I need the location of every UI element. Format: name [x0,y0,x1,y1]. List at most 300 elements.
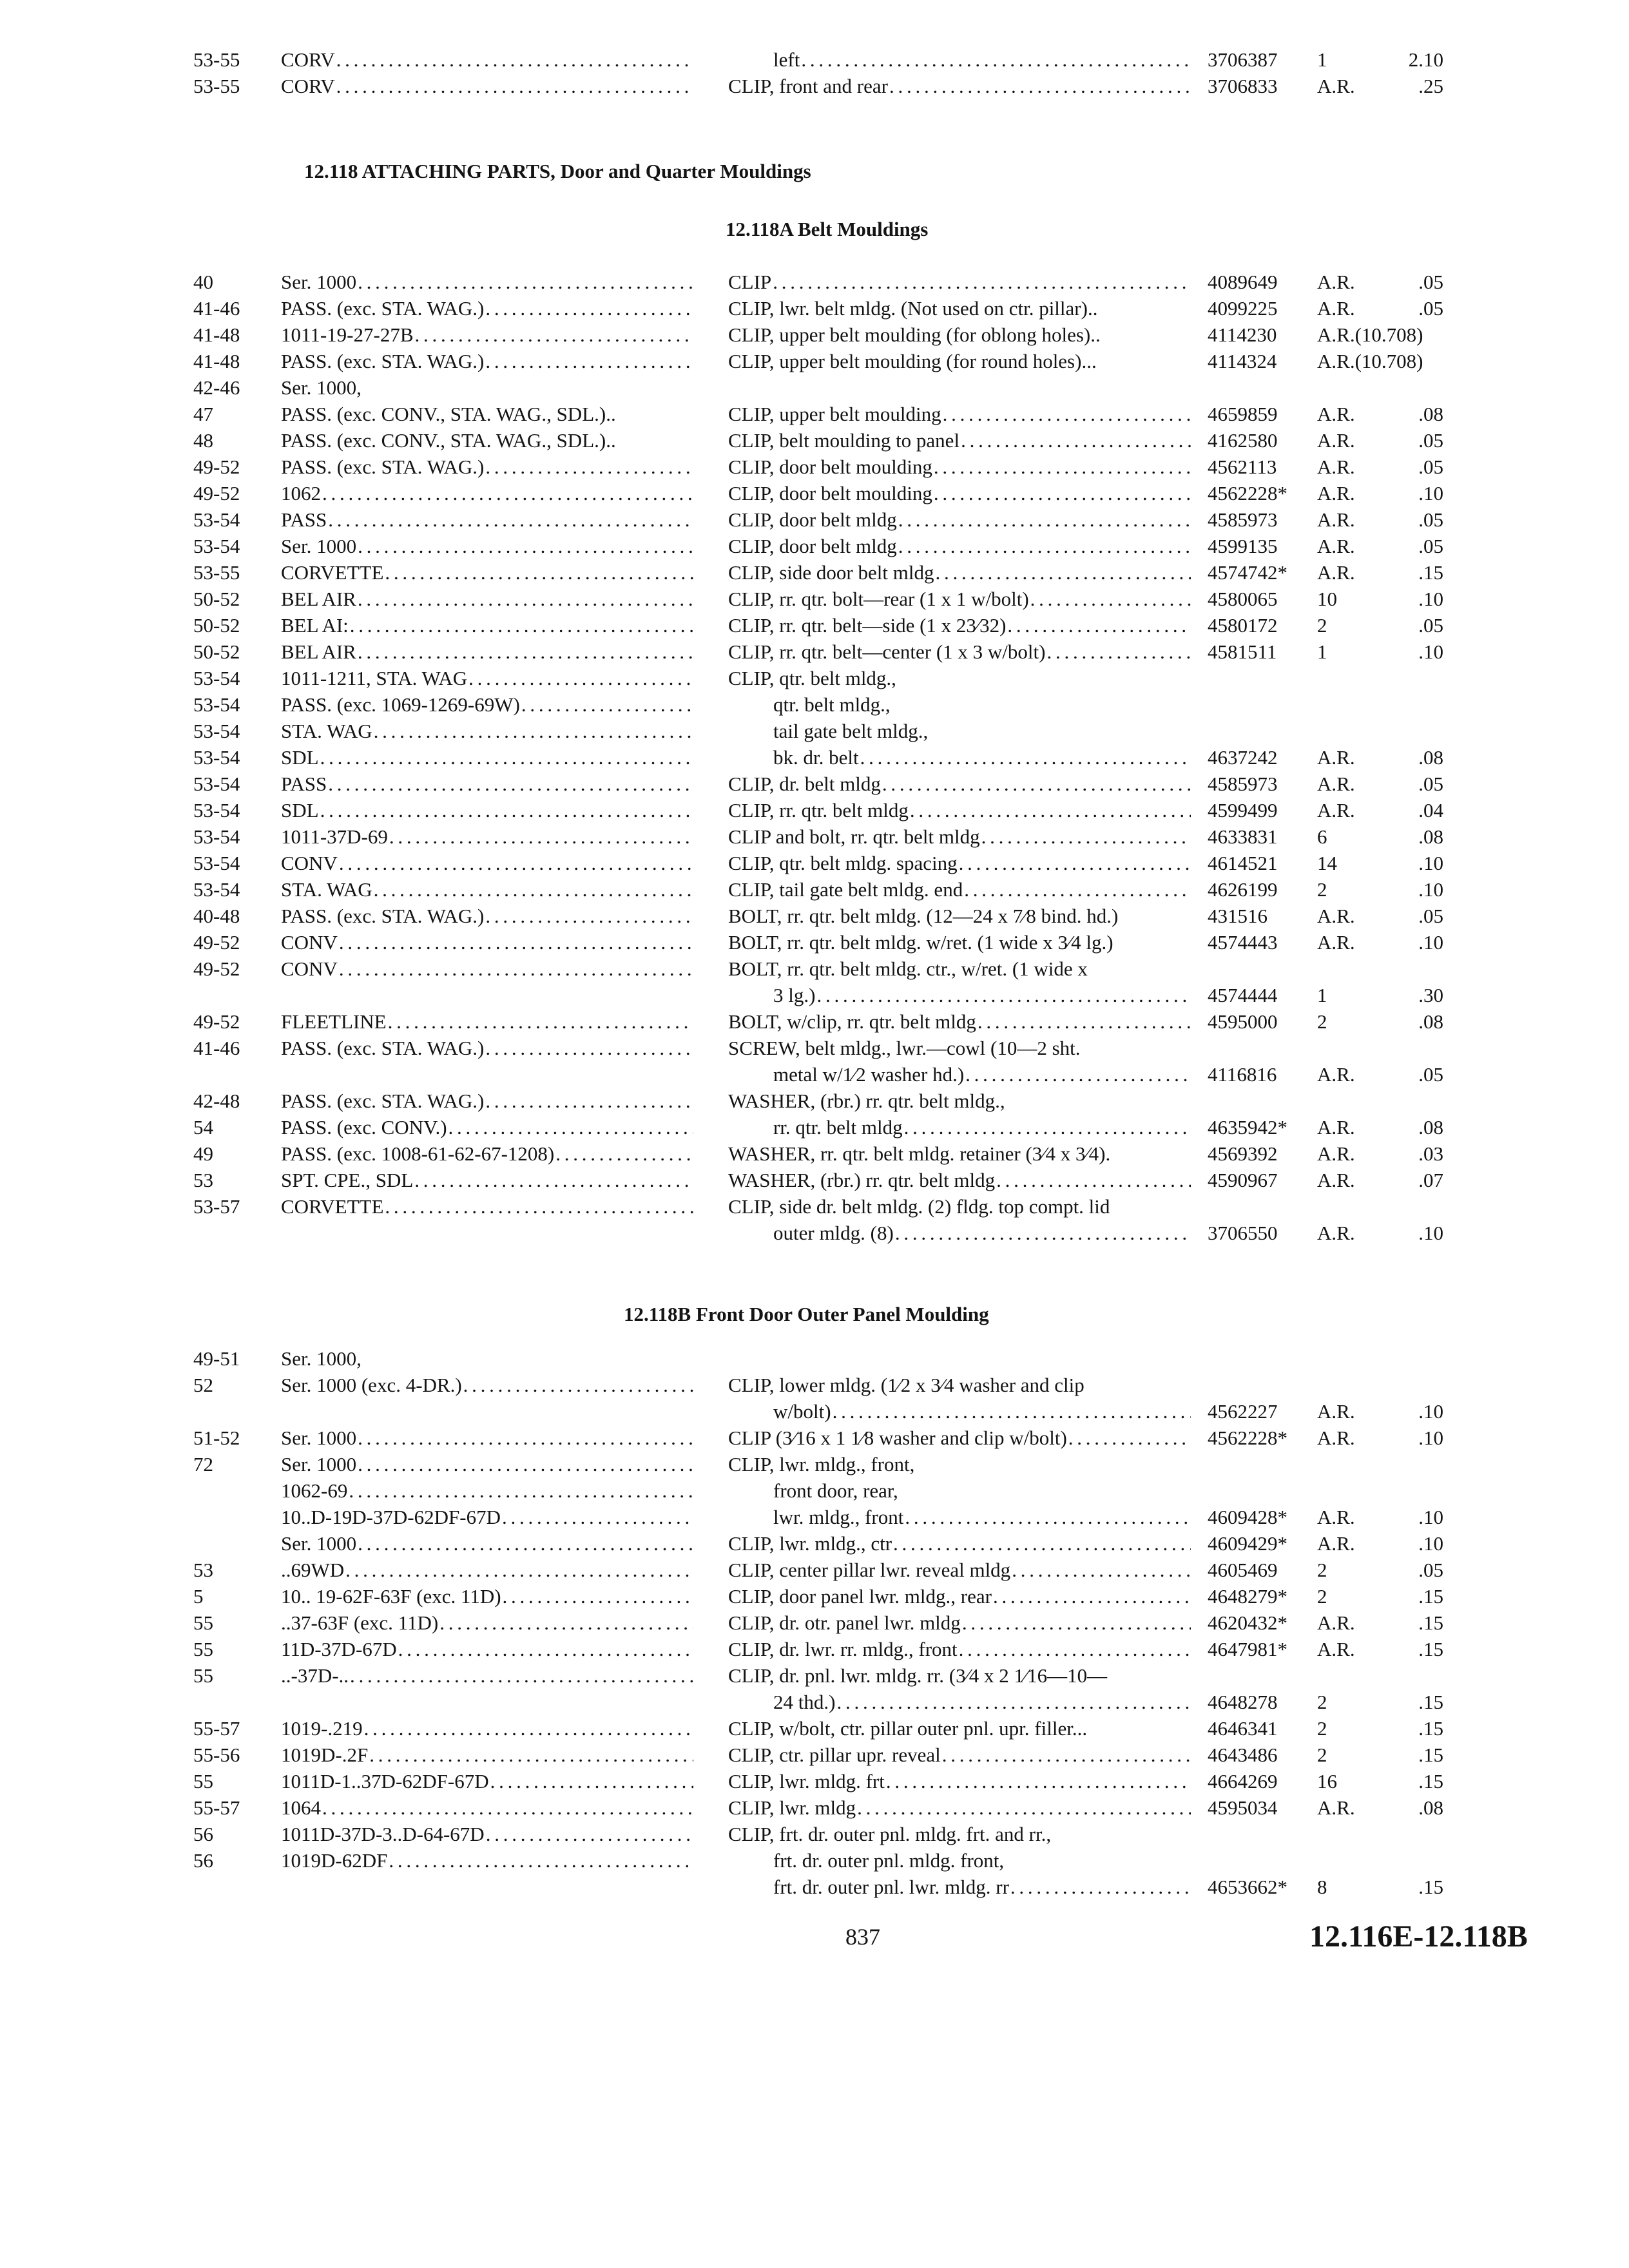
price-cell: .05 [1418,1559,1443,1581]
description-text: CLIP, lwr. mldg., ctr [728,1532,892,1555]
description-text: BOLT, rr. qtr. belt mldg. ctr., w/ret. (1 wide x [728,957,1088,980]
quantity-cell: A.R. [1317,931,1355,954]
parts-row [0,691,1629,718]
model-text: PASS. (exc. 1069-1269-69W) [281,693,520,716]
dot-leader [521,691,693,718]
part-number-cell: 4659859 [1208,403,1278,425]
parts-row [0,427,1629,454]
quantity-cell: A.R. [1317,1142,1355,1165]
price-cell: .15 [1418,1770,1443,1792]
quantity-cell: A.R.(10.708) [1317,323,1423,346]
part-number-cell: 4605469 [1208,1559,1278,1581]
section-range: 12.116E-12.118B [1309,1919,1528,1954]
model-cell [281,559,693,586]
part-number-cell: 4609429* [1208,1532,1287,1555]
parts-row [0,850,1629,876]
description-cell [728,1425,1191,1451]
description-text: CLIP, w/bolt, ctr. pillar outer pnl. upr. filler... [728,1717,1088,1740]
description-text: CLIP and bolt, rr. qtr. belt mldg [728,825,980,848]
part-number-cell: 4569392 [1208,1142,1278,1165]
model-cell [281,771,693,797]
years-cell: 55-57 [193,1796,240,1819]
part-number-cell: 4585973 [1208,773,1278,795]
years-cell: 50-52 [193,640,240,663]
model-text: PASS. (exc. STA. WAG.) [281,350,485,372]
description-cell [773,1398,1191,1425]
description-cell [728,1167,1191,1193]
price-cell: .10 [1418,931,1443,954]
dot-leader [328,506,693,533]
quantity-cell: A.R. [1317,403,1355,425]
parts-row [0,956,1629,982]
description-cell [728,506,1191,533]
dot-leader [439,1610,693,1636]
quantity-cell: 2 [1317,1717,1327,1740]
dot-leader [860,744,1191,771]
part-number-cell: 4562228* [1208,482,1287,505]
part-number-cell: 4646341 [1208,1717,1278,1740]
price-cell: .05 [1418,535,1443,557]
price-cell: .15 [1418,561,1443,584]
dot-leader [882,771,1191,797]
description-cell [728,929,1191,956]
years-cell: 55 [193,1611,213,1634]
dot-leader [555,1140,693,1167]
price-cell: .08 [1418,746,1443,769]
dot-leader [910,797,1191,823]
years-cell: 53-54 [193,535,240,557]
quantity-cell: A.R. [1317,905,1355,927]
description-cell [773,718,1191,744]
parts-row [0,1557,1629,1583]
dot-leader [485,295,693,322]
part-number-cell: 3706387 [1208,48,1278,71]
parts-row [0,771,1629,797]
years-cell: 55-56 [193,1744,240,1766]
dot-leader [993,1583,1191,1610]
years-cell: 41-46 [193,297,240,320]
quantity-cell: A.R. [1317,1427,1355,1449]
quantity-cell: 2 [1317,1010,1327,1033]
model-cell [281,427,693,454]
model-cell [281,295,693,322]
parts-row [0,295,1629,322]
description-cell [728,73,1191,99]
price-cell: .15 [1418,1638,1443,1660]
model-text: PASS. (exc. STA. WAG.) [281,456,485,478]
dot-leader [942,1742,1191,1768]
dot-leader [322,480,693,506]
quantity-cell: 10 [1317,588,1337,610]
description-cell [773,691,1191,718]
years-cell: 40-48 [193,905,240,927]
description-cell [728,1742,1191,1768]
model-cell [281,374,693,401]
dot-leader [398,1636,693,1662]
years-cell: 56 [193,1849,213,1872]
parts-row [0,586,1629,612]
dot-leader [1012,1557,1191,1583]
parts-row [0,1874,1629,1900]
model-text: CONV [281,852,338,874]
model-cell [281,1425,693,1451]
model-text: Ser. 1000 [281,1532,357,1555]
price-cell: .03 [1418,1142,1443,1165]
description-text: CLIP, center pillar lwr. reveal mldg [728,1559,1011,1581]
description-cell [728,348,1191,374]
dot-leader [934,454,1191,480]
part-number-cell: 4664269 [1208,1770,1278,1792]
dot-leader [485,1088,693,1114]
price-cell: .08 [1418,825,1443,848]
model-cell [281,1167,693,1193]
parts-row [0,823,1629,850]
description-text: CLIP, side dr. belt mldg. (2) fldg. top compt. lid [728,1195,1110,1218]
dot-leader [964,876,1191,903]
dot-leader [414,1167,693,1193]
dot-leader [959,850,1191,876]
dot-leader [1030,586,1191,612]
dot-leader [801,46,1191,73]
dot-leader [358,1425,693,1451]
description-text: bk. dr. belt [773,746,859,769]
quantity-cell: A.R. [1317,456,1355,478]
price-cell: .05 [1418,614,1443,637]
description-text: CLIP, rr. qtr. belt—side (1 x 23⁄32) [728,614,1007,637]
dot-leader [358,533,693,559]
part-number-cell: 3706833 [1208,75,1278,97]
model-cell [281,454,693,480]
years-cell: 53-54 [193,667,240,689]
price-cell: .10 [1418,1506,1443,1528]
parts-row [0,1610,1629,1636]
part-number-cell: 4581511 [1208,640,1277,663]
dot-leader [358,269,693,295]
model-cell [281,1636,693,1662]
description-text: CLIP, qtr. belt mldg. spacing [728,852,958,874]
dot-leader [898,533,1191,559]
price-cell: .05 [1418,429,1443,452]
parts-row [0,269,1629,295]
description-text: CLIP [728,271,772,293]
years-cell: 53 [193,1559,213,1581]
model-text: PASS. (exc. STA. WAG.) [281,297,485,320]
description-text: WASHER, (rbr.) rr. qtr. belt mldg., [728,1090,1005,1112]
years-cell: 42-46 [193,376,240,399]
years-cell: 53-57 [193,1195,240,1218]
parts-row [0,401,1629,427]
quantity-cell: A.R. [1317,508,1355,531]
front-door-moulding-parts-list [0,1345,1629,1900]
description-text: CLIP, rr. qtr. belt mldg [728,799,909,822]
dot-leader [935,559,1191,586]
parts-row [0,1061,1629,1088]
quantity-cell: A.R. [1317,1611,1355,1634]
price-cell: .05 [1418,297,1443,320]
years-cell: 42-48 [193,1090,240,1112]
description-cell [728,1610,1191,1636]
model-cell [281,1768,693,1794]
model-text: 1062 [281,482,321,505]
description-text: CLIP, rr. qtr. belt—center (1 x 3 w/bolt) [728,640,1046,663]
dot-leader [889,73,1191,99]
part-number-cell: 3706550 [1208,1222,1278,1244]
dot-leader [485,348,693,374]
part-number-cell: 4099225 [1208,297,1278,320]
part-number-cell: 4637242 [1208,746,1278,769]
description-text: CLIP, dr. belt mldg [728,773,881,795]
model-text: PASS. (exc. STA. WAG.) [281,1037,485,1059]
model-cell [281,823,693,850]
description-cell [728,1794,1191,1821]
part-number-cell: 4609428* [1208,1506,1287,1528]
price-cell: .10 [1418,1532,1443,1555]
quantity-cell: A.R. [1317,1400,1355,1423]
description-cell [728,559,1191,586]
dot-leader [485,1035,693,1061]
parts-row [0,797,1629,823]
model-cell [281,73,693,99]
part-number-cell: 4585973 [1208,508,1278,531]
dot-leader [836,1689,1191,1715]
parts-row [0,1398,1629,1425]
description-cell [773,1689,1191,1715]
years-cell: 53 [193,1169,213,1191]
dot-leader [345,1557,693,1583]
years-cell: 49-51 [193,1347,240,1370]
quantity-cell: A.R. [1317,1796,1355,1819]
part-number-cell: 4599135 [1208,535,1278,557]
parts-row [0,665,1629,691]
model-cell [281,903,693,929]
part-number-cell: 4599499 [1208,799,1278,822]
part-number-cell: 4089649 [1208,271,1278,293]
price-cell: .04 [1418,799,1443,822]
parts-row [0,348,1629,374]
dot-leader [961,427,1191,454]
parts-row [0,1193,1629,1220]
quantity-cell: A.R. [1317,1063,1355,1086]
dot-leader [893,1530,1191,1557]
description-cell [728,480,1191,506]
part-number-cell: 4114230 [1208,323,1277,346]
price-cell: .15 [1418,1585,1443,1608]
model-text: 1011-1211, STA. WAG [281,667,468,689]
part-number-cell: 4614521 [1208,852,1278,874]
dot-leader [943,401,1191,427]
years-cell: 47 [193,403,213,425]
description-text: qtr. belt mldg., [773,693,891,716]
price-cell: .05 [1418,456,1443,478]
model-cell [281,1794,693,1821]
model-text: CONV [281,931,338,954]
dot-leader [503,1583,693,1610]
dot-leader [358,1530,693,1557]
dot-leader [468,665,693,691]
dot-leader [1068,1425,1191,1451]
parts-row [0,1035,1629,1061]
model-cell [281,1114,693,1140]
years-cell: 53-54 [193,799,240,822]
description-text: CLIP, door belt mldg [728,535,897,557]
description-cell [728,1715,1191,1742]
model-cell [281,1008,693,1035]
quantity-cell: A.R. [1317,746,1355,769]
model-cell [281,1583,693,1610]
dot-leader [350,1662,693,1689]
price-cell: .10 [1418,852,1443,874]
dot-leader [350,612,693,639]
description-text: BOLT, w/clip, rr. qtr. belt mldg [728,1010,976,1033]
model-text: Ser. 1000 [281,1427,357,1449]
dot-leader [490,1768,693,1794]
part-number-cell: 4562227 [1208,1400,1278,1423]
price-cell: .10 [1418,640,1443,663]
model-cell [281,797,693,823]
part-number-cell: 4574444 [1208,984,1278,1006]
years-cell: 72 [193,1453,213,1475]
years-cell: 41-46 [193,1037,240,1059]
model-text: 1019D-.2F [281,1744,369,1766]
description-text: CLIP, qtr. belt mldg., [728,667,896,689]
dot-leader [389,823,693,850]
subsection-b-title: 12.118B Front Door Outer Panel Moulding [624,1303,989,1325]
dot-leader [415,322,694,348]
belt-mouldings-parts-list [0,269,1629,1246]
parts-row [0,506,1629,533]
model-text: CORVETTE [281,1195,384,1218]
dot-leader [816,982,1191,1008]
description-text: w/bolt) [773,1400,831,1423]
quantity-cell: A.R. [1317,1532,1355,1555]
part-number-cell: 4647981* [1208,1638,1287,1660]
model-cell [281,506,693,533]
model-cell [281,691,693,718]
model-text: ..-37D-.. [281,1664,349,1687]
description-text: CLIP, lwr. mldg., front, [728,1453,915,1475]
years-cell: 53-55 [193,561,240,584]
model-text: 1011D-37D-3..D-64-67D [281,1823,485,1845]
parts-row [0,718,1629,744]
quantity-cell: A.R. [1317,429,1355,452]
description-cell [728,454,1191,480]
description-cell [728,771,1191,797]
parts-row [0,322,1629,348]
model-text: 10..D-19D-37D-62DF-67D [281,1506,501,1528]
description-cell [728,295,1191,322]
description-text: CLIP, upper belt moulding [728,403,941,425]
quantity-cell: 6 [1317,825,1327,848]
years-cell: 53-54 [193,773,240,795]
description-cell [773,1114,1191,1140]
quantity-cell: 16 [1317,1770,1337,1792]
model-cell [281,1821,693,1847]
model-text: STA. WAG [281,720,372,742]
dot-leader [385,1193,693,1220]
dot-leader [374,718,693,744]
part-number-cell: 4595034 [1208,1796,1278,1819]
model-cell [281,1530,693,1557]
description-cell [728,823,1191,850]
years-cell: 41-48 [193,323,240,346]
price-cell: .15 [1418,1611,1443,1634]
quantity-cell: A.R. [1317,799,1355,822]
years-cell: 40 [193,271,213,293]
years-cell: 53-54 [193,746,240,769]
dot-leader [358,586,693,612]
description-text: CLIP, lwr. belt mldg. (Not used on ctr. pillar).. [728,297,1098,320]
model-text: 1064 [281,1796,321,1819]
model-text: PASS. (exc. STA. WAG.) [281,1090,485,1112]
dot-leader [857,1794,1191,1821]
description-text: front door, rear, [773,1479,898,1502]
parts-row [0,374,1629,401]
years-cell: 53-54 [193,508,240,531]
quantity-cell: 2 [1317,1744,1327,1766]
quantity-cell: A.R. [1317,1638,1355,1660]
parts-row [0,982,1629,1008]
model-text: 1019D-62DF [281,1849,388,1872]
model-cell [281,1557,693,1583]
model-text: PASS [281,508,327,531]
dot-leader [996,1167,1191,1193]
model-cell [281,850,693,876]
part-number-cell: 4574443 [1208,931,1278,954]
quantity-cell: 2 [1317,1585,1327,1608]
description-text: CLIP, frt. dr. outer pnl. mldg. frt. and rr., [728,1823,1052,1845]
price-cell: .25 [1418,75,1443,97]
model-text: BEL AIR [281,588,356,610]
model-cell [281,1140,693,1167]
description-cell [728,1662,1191,1689]
part-number-cell: 4626199 [1208,878,1278,901]
years-cell: 49-52 [193,1010,240,1033]
parts-row [0,454,1629,480]
model-text: 11D-37D-67D [281,1638,397,1660]
description-text: CLIP, dr. otr. panel lwr. mldg [728,1611,961,1634]
description-text: CLIP, door belt moulding [728,456,932,478]
description-cell [728,586,1191,612]
dot-leader [320,797,693,823]
parts-row [0,533,1629,559]
description-cell [728,797,1191,823]
part-number-cell: 4633831 [1208,825,1278,848]
parts-row [0,1008,1629,1035]
description-cell [728,876,1191,903]
price-cell: .08 [1418,403,1443,425]
model-cell [281,1193,693,1220]
description-cell [728,1372,1191,1398]
years-cell: 41-48 [193,350,240,372]
parts-row [0,1715,1629,1742]
quantity-cell: A.R. [1317,773,1355,795]
dot-leader [981,823,1191,850]
description-text: frt. dr. outer pnl. mldg. front, [773,1849,1005,1872]
dot-leader [369,1742,693,1768]
part-number-cell: 4653662* [1208,1876,1287,1898]
price-cell: .15 [1418,1691,1443,1713]
description-cell [728,1583,1191,1610]
model-cell [281,348,693,374]
part-number-cell: 4635942* [1208,1116,1287,1139]
years-cell: 55-57 [193,1717,240,1740]
model-cell [281,1477,693,1504]
years-cell: 53-55 [193,75,240,97]
description-text: CLIP, rr. qtr. bolt—rear (1 x 1 w/bolt) [728,588,1029,610]
description-cell [728,1035,1191,1061]
parts-row [0,1425,1629,1451]
description-cell [773,744,1191,771]
